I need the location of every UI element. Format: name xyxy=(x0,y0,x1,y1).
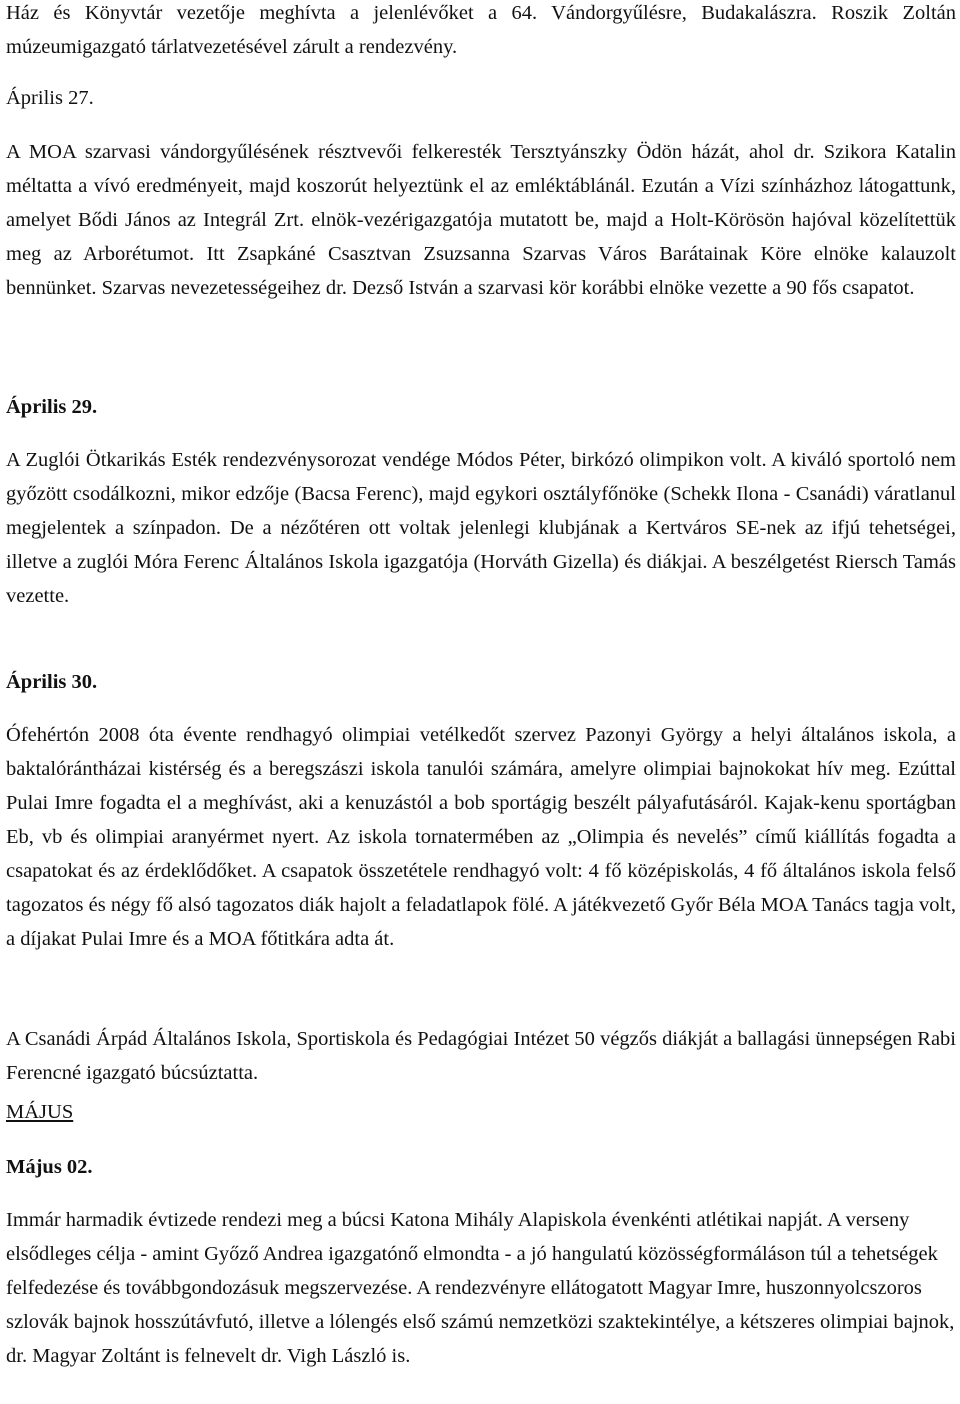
paragraph-zuglo: A Zuglói Ötkarikás Esték rendezvénysorozat vendége Módos Péter, birkózó olimpikon volt. A kiváló sportoló nem győzött csodálkozni, mikor edzője (Bacsa Ferenc), majd egykori osztályfőnöke (Schekk Ilona - Csanádi) váratlanul megjelentek a színpadon. De a nézőtéren ott voltak jelenlegi klubjának a Kertváros SE-nek az ifjú tehetségei, illetve a zuglói Móra Ferenc Általános Iskola igazgatója (Horváth Gizella) és diákjai. A beszélgetést Riersch Tamás vezette. xyxy=(6,449,956,607)
paragraph-ofeherto: Ófehértón 2008 óta évente rendhagyó olimpiai vetélkedőt szervez Pazonyi György a helyi általános iskola, a baktalórántházai kistérség és a beregszászi iskola tanulói számára, amelyre olimpiai bajnokokat hív meg. Ezúttal Pulai Imre fogadta el a meghívást, aki a kenuzástól a bob sportágig beszélt pályafutásáról. Kajak-kenu sportágban Eb, vb és olimpiai aranyérmet nyert. Az iskola tornatermében az „Olimpia és nevelés” című kiállítás fogadta a csapatokat és az érdeklődőket. A csapatok összetétele rendhagyó volt: 4 fő középiskolás, 4 fő általános iskola felső tagozatos és négy fő alsó tagozatos diák hajolt a feladatlapok fölé. A játékvezető Győr Béla MOA Tanács tagja volt, a díjakat Pulai Imre és a MOA főtitkára adta át. xyxy=(6,724,956,950)
paragraph-budakalasz: Ház és Könyvtár vezetője meghívta a jelenlévőket a 64. Vándorgyűlésre, Budakalászra. Roszik Zoltán múzeumigazgató tárlatvezetésével zárult a rendezvény. xyxy=(6,2,956,58)
date-heading-april-27: Április 27. xyxy=(6,87,94,109)
paragraph-szarvas: A MOA szarvasi vándorgyűlésének résztvevői felkeresték Tersztyánszky Ödön házát, ahol dr. Szikora Katalin méltatta a vívó eredményeit, majd koszorút helyeztünk el az emléktáblánál. Ezután a Vízi színházhoz látogattunk, amelyet Bődi János az Integrál Zrt. elnök-vezérigazgatója mutatott be, majd a Holt-Körösön hajóval közelítettük meg az Arborétumot. Itt Zsapkáné Csasztvan Zsuzsanna Szarvas Város Barátainak Köre elnöke kalauzolt bennünket. Szarvas nevezetességeihez dr. Dezső István a szarvasi kör korábbi elnöke vezette a 90 fős csapatot. xyxy=(6,141,956,299)
paragraph-bucs: Immár harmadik évtizede rendezi meg a búcsi Katona Mihály Alapiskola évenkénti atlétikai napját. A verseny elsődleges célja - amint Győző Andrea igazgatónő elmondta - a jó hangulatú közösségformáláson túl a tehetségek felfedezése és továbbgondozásuk megszervezése. A rendezvényre ellátogatott Magyar Imre, huszonnyolcszoros szlovák bajnok hosszútávfutó, illetve a lólengés első számú nemzetközi szaktekintélye, a kétszeres olimpiai bajnok, dr. Magyar Zoltánt is felnevelt dr. Vigh László is. xyxy=(6,1209,955,1367)
date-heading-april-29: Április 29. xyxy=(6,396,98,418)
date-heading-may-02: Május 02. xyxy=(6,1156,93,1178)
date-heading-april-30: Április 30. xyxy=(6,671,98,693)
paragraph-csanadi: A Csanádi Árpád Általános Iskola, Sportiskola és Pedagógiai Intézet 50 végzős diákját a ballagási ünnepségen Rabi Ferencné igazgató búcsúztatta. xyxy=(6,1028,956,1084)
month-heading-majus: MÁJUS xyxy=(6,1101,74,1123)
